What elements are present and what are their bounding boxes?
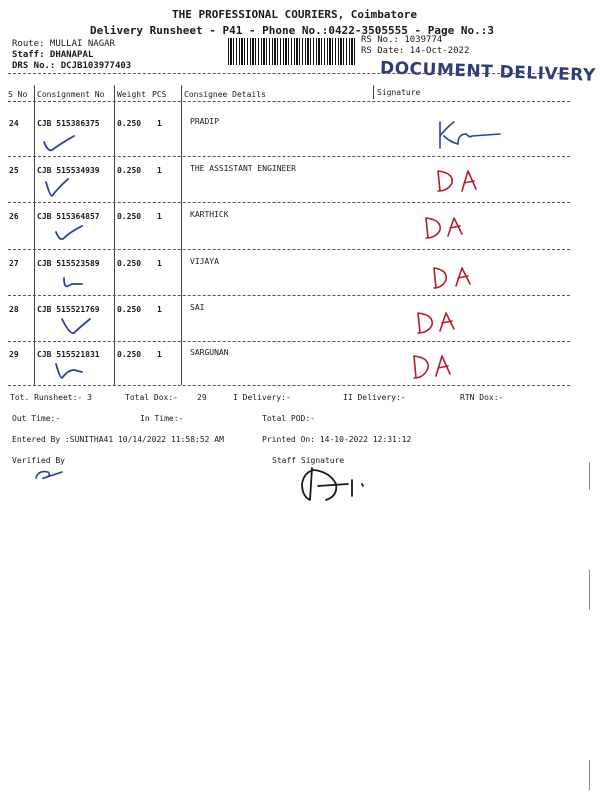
row-pcs: 1: [157, 305, 162, 314]
checkmark-icon: [58, 313, 98, 339]
total-dox-value: 29: [197, 393, 207, 402]
signature-da: [412, 305, 472, 337]
row-sno: 26: [9, 212, 19, 221]
route-label: Route: MULLAI NAGAR: [12, 39, 115, 49]
in-time: In Time:-: [140, 414, 184, 423]
entered-by: Entered By :SUNITHA41 10/14/2022 11:58:52 AM: [12, 435, 224, 444]
checkmark-icon: [40, 176, 80, 202]
col-header-weight: Weight: [117, 90, 146, 99]
page-edge-mark: [589, 760, 590, 790]
row-consignee: SAI: [190, 303, 205, 312]
column-rule: [34, 85, 35, 385]
i-delivery: I Delivery:-: [233, 393, 291, 402]
row-consignment: CJB 515364857: [37, 212, 100, 221]
row-consignment: CJB 515534939: [37, 166, 100, 175]
row-divider: [8, 385, 570, 386]
row-weight: 0.250: [117, 212, 142, 221]
divider: [8, 101, 570, 102]
rs-date: RS Date: 14-Oct-2022: [361, 46, 470, 56]
row-consignee: KARTHICK: [190, 210, 229, 219]
row-sno: 24: [9, 119, 19, 128]
ii-delivery: II Delivery:-: [343, 393, 406, 402]
col-header-sno: S No: [8, 90, 28, 99]
staff-signature-label: Staff Signature: [272, 456, 345, 465]
row-weight: 0.250: [117, 119, 142, 128]
row-sno: 29: [9, 350, 19, 359]
row-weight: 0.250: [117, 259, 142, 268]
row-consignee: PRADIP: [190, 117, 219, 126]
document-delivery-stamp: DOCUMENT DELIVERY: [379, 58, 597, 86]
checkmark-icon: [58, 272, 98, 294]
row-pcs: 1: [157, 166, 162, 175]
row-pcs: 1: [157, 350, 162, 359]
staff-signature: [296, 462, 376, 508]
runsheet-subtitle: Delivery Runsheet - P41 - Phone No.:0422-3505555 - Page No.:3: [90, 24, 494, 37]
total-pod: Total POD:-: [262, 414, 315, 423]
signature-da: [428, 262, 488, 292]
signature-da: [432, 163, 492, 197]
column-rule: [373, 85, 374, 99]
printed-on: Printed On: 14-10-2022 12:31:12: [262, 435, 412, 444]
checkmark-icon: [40, 132, 80, 156]
row-sno: 25: [9, 166, 19, 175]
row-consignee: VIJAYA: [190, 257, 219, 266]
row-consignment: CJB 515523589: [37, 259, 100, 268]
total-dox-label: Total Dox:-: [125, 393, 178, 402]
col-header-consignment: Consignment No: [37, 90, 105, 99]
row-pcs: 1: [157, 119, 162, 128]
company-title: THE PROFESSIONAL COURIERS, Coimbatore: [172, 8, 418, 21]
row-divider: [8, 202, 570, 203]
row-sno: 27: [9, 259, 19, 268]
barcode: [228, 38, 356, 65]
out-time: Out Time:-: [12, 414, 61, 423]
row-divider: [8, 295, 570, 296]
row-consignment: CJB 515386375: [37, 119, 100, 128]
col-header-signature: Signature: [377, 88, 421, 97]
verifier-signature: [32, 466, 68, 484]
verified-by-label: Verified By: [12, 456, 65, 465]
checkmark-icon: [52, 222, 92, 244]
divider: [8, 73, 570, 74]
column-rule: [181, 85, 182, 385]
row-weight: 0.250: [117, 305, 142, 314]
checkmark-icon: [52, 360, 92, 384]
row-divider: [8, 249, 570, 250]
tot-runsheet: Tot. Runsheet:- 3: [10, 393, 92, 402]
row-pcs: 1: [157, 259, 162, 268]
row-consignment: CJB 515521769: [37, 305, 100, 314]
rs-number: RS No.: 1039774: [361, 35, 443, 45]
col-header-consignee: Consignee Details: [184, 90, 266, 99]
page-edge-mark: [589, 462, 590, 490]
row-weight: 0.250: [117, 166, 142, 175]
signature-da: [420, 210, 480, 244]
rtn-dox: RTN Dox:-: [460, 393, 504, 402]
row-weight: 0.250: [117, 350, 142, 359]
row-consignee: SARGUNAN: [190, 348, 229, 357]
row-sno: 28: [9, 305, 19, 314]
row-consignee: THE ASSISTANT ENGINEER: [190, 164, 296, 173]
row-divider: [8, 341, 570, 342]
signature-da: [408, 348, 468, 382]
signature-scribble: [430, 116, 510, 156]
row-divider: [8, 156, 570, 157]
row-consignment: CJB 515521831: [37, 350, 100, 359]
staff-label: Staff: DHANAPAL: [12, 50, 94, 60]
drs-number: DRS No.: DCJB103977403: [12, 61, 132, 71]
col-header-pcs: PCS: [152, 90, 167, 99]
column-rule: [114, 85, 115, 385]
page-edge-mark: [589, 570, 590, 610]
row-pcs: 1: [157, 212, 162, 221]
